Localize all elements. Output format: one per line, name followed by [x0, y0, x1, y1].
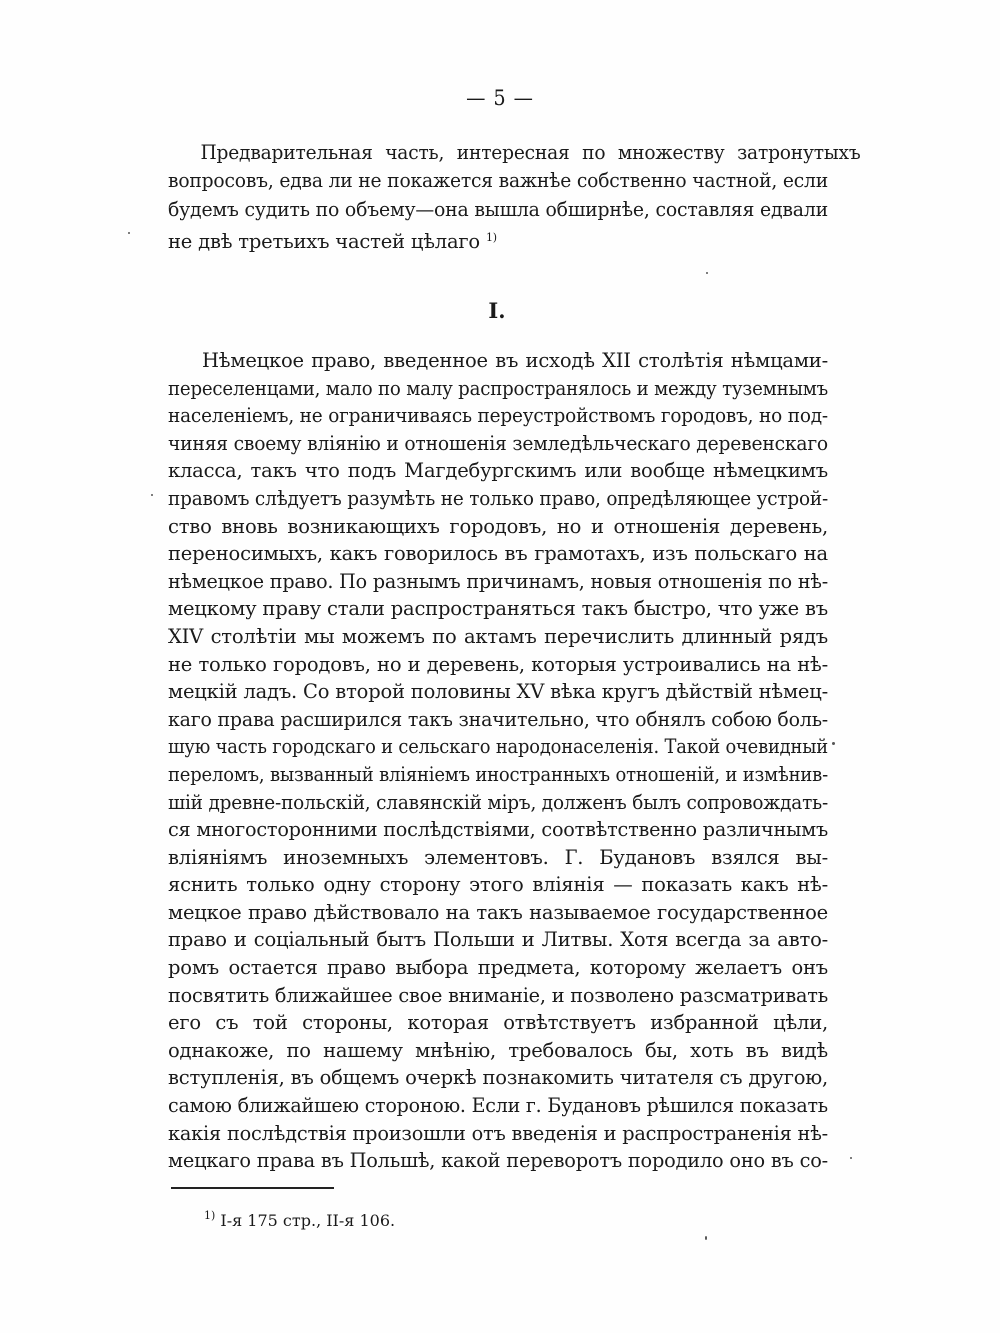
text-line: переносимыхъ, какъ говорилось въ грамотахъ, изъ польскаго на: [168, 542, 828, 566]
text-line: какія послѣдствія произошли отъ введенія и распространенія нѣ-: [168, 1121, 829, 1145]
section-paragraph: [168, 347, 828, 1175]
text-line: переселенцами, мало по малу распространялось и между туземнымъ: [168, 376, 829, 400]
text-line: мецкій ладъ. Со второй половины XV вѣка кругъ дѣйствій нѣмец-: [168, 680, 828, 704]
text-line: яснить только одну сторону этого вліянія — показать какъ нѣ-: [168, 873, 828, 897]
text-line: Нѣмецкое право, введенное въ исходѣ XII столѣтія нѣмцами-: [202, 349, 828, 372]
text-line: правомъ слѣдуетъ разумѣть не только право, опредѣляющее устрой-: [168, 486, 829, 510]
text-line: мецкаго права въ Польшѣ, какой переворотъ породило оно въ со-: [168, 1149, 828, 1173]
text-line: шій древне-польскій, славянскій міръ, долженъ былъ сопровождать-: [168, 790, 828, 814]
intro-paragraph: [168, 139, 861, 254]
text-line: шую часть городскаго и сельскаго народонаселенія. Такой очевидный: [168, 735, 828, 759]
text-line: будемъ судить по объему—она вышла обширнѣе, составляя едвали: [168, 197, 828, 221]
footnote-divider: [171, 1187, 334, 1189]
scan-speck: [128, 232, 130, 234]
text-line: класса, такъ что подъ Магдебургскимъ или вообще нѣмецкимъ: [168, 459, 828, 483]
text-line: каго права расширился такъ значительно, что обнялъ собою боль-: [168, 707, 829, 731]
text-line: мецкое право дѣйствовало на такъ называемое государственное: [168, 900, 828, 924]
text-line: вопросовъ, едва ли не покажется важнѣе собственно частной, если: [168, 169, 828, 193]
text-line: Предварительная часть, интересная по множеству затронутыхъ: [200, 141, 861, 164]
text-line: мецкому праву стали распространяться такъ быстро, что уже въ: [168, 597, 828, 621]
text-line: населеніемъ, не ограничиваясь переустройствомъ городовъ, но под-: [168, 404, 828, 428]
text-line: ся многосторонними послѣдствіями, соотвѣтственно различнымъ: [168, 818, 828, 842]
text-line: вліяніямъ иноземныхъ элементовъ. Г. Будановъ взялся вы-: [168, 845, 828, 869]
footnote-text: I-я 175 стр., II-я 106.: [220, 1211, 396, 1230]
text-line: ство вновь возникающихъ городовъ, но и отношенія деревень,: [168, 514, 828, 538]
text-line: ромъ остается право выбора предмета, которому желаетъ онъ: [168, 956, 828, 980]
text-line: однакоже, по нашему мнѣнію, требовалось бы, хоть въ видѣ: [168, 1038, 828, 1062]
text-line: XIV столѣтіи мы можемъ по актамъ перечислить длинный рядъ: [168, 624, 828, 648]
text-line: самою ближайшею стороною. Если г. Будановъ рѣшился показать: [168, 1094, 828, 1118]
text-line: не только городовъ, но и деревень, которыя устроивались на нѣ-: [168, 652, 828, 676]
footnote-reference[interactable]: 1): [485, 231, 497, 245]
footnote-marker: 1): [204, 1209, 216, 1222]
scan-speck: [705, 1236, 707, 1240]
text-line-last: [168, 224, 828, 252]
footnote-1: [204, 1209, 395, 1230]
text-line: нѣмецкое право. По разнымъ причинамъ, новыя отношенія по нѣ-: [168, 569, 828, 593]
text-line-content: не двѣ третьихъ частей цѣлаго: [168, 230, 480, 254]
scan-speck: [850, 1157, 852, 1159]
scan-speck: [832, 742, 835, 745]
scan-speck: [706, 272, 708, 274]
section-heading: I.: [488, 298, 506, 323]
text-line: вступленія, въ общемъ очеркѣ познакомить читателя съ другою,: [168, 1066, 829, 1090]
page-number: — 5 —: [466, 86, 534, 110]
text-line: посвятить ближайшее свое вниманіе, и позволено разсматривать: [168, 983, 828, 1007]
text-line: переломъ, вызванный вліяніемъ иностранныхъ отношеній, и измѣнив-: [168, 762, 829, 786]
text-line: чиняя своему вліянію и отношенія земледѣльческаго деревенскаго: [168, 431, 828, 455]
text-line: его съ той стороны, которая отвѣтствуетъ избранной цѣли,: [168, 1011, 828, 1035]
text-line: право и соціальный бытъ Польши и Литвы. Хотя всегда за авто-: [168, 928, 828, 952]
scan-speck: [151, 494, 153, 496]
